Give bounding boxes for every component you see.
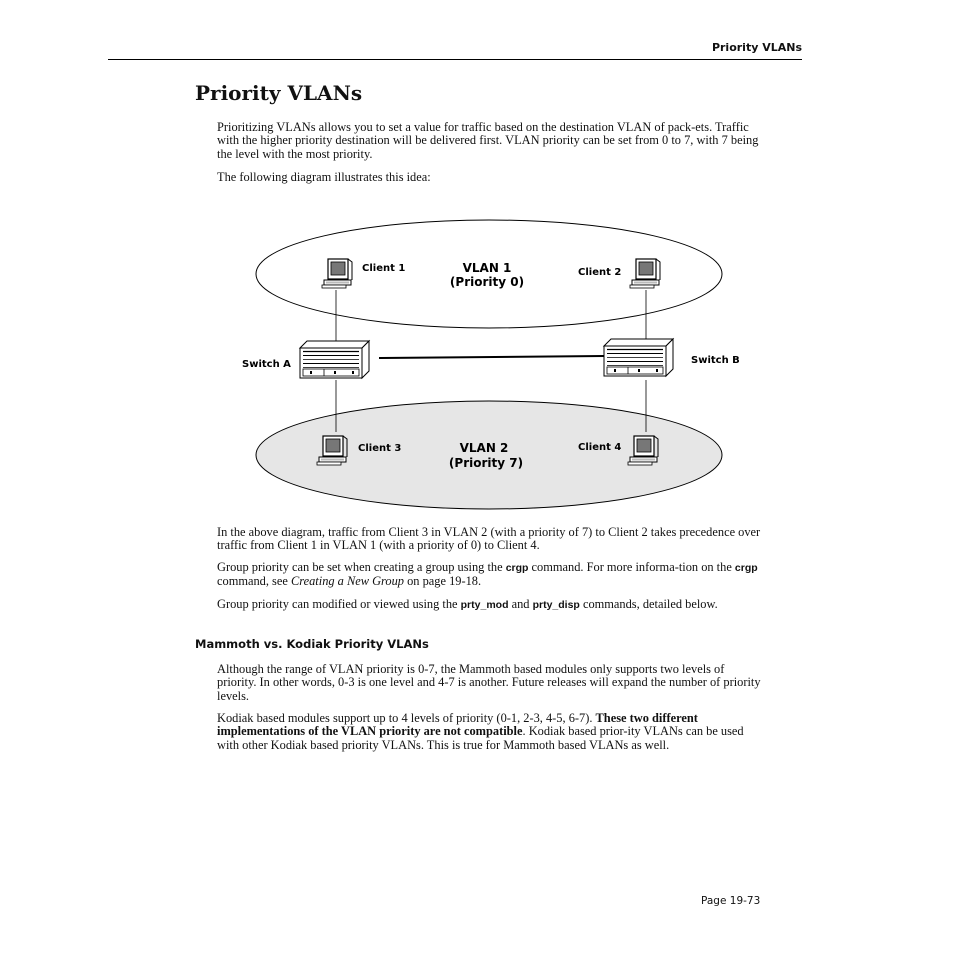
vlan1-priority: (Priority 0) [449, 275, 525, 289]
switch-a-icon [300, 341, 369, 378]
client4-label: Client 4 [578, 442, 622, 453]
vlan2-priority: (Priority 7) [448, 456, 524, 470]
client1-label: Client 1 [362, 263, 406, 274]
crgp-command: crgp [505, 562, 529, 574]
explain-paragraph: In the above diagram, traffic from Client 3 in VLAN 2 (with a priority of 7) to Client 2 takes precedence over traffic from Client 1 in VLAN 1 (with a priority of 0) to Client 4. [217, 525, 761, 553]
prty-commands-paragraph: Group priority can modified or viewed using the prty_mod and prty_disp commands, detailed below. [217, 597, 718, 611]
vlan2-name: VLAN 2 [459, 441, 509, 455]
cross-reference[interactable]: Creating a New Group [290, 574, 404, 589]
page-number: Page 19-73 [701, 895, 761, 907]
switch-b-icon [604, 339, 673, 376]
client3-label: Client 3 [358, 443, 402, 454]
prty-disp-command: prty_disp [532, 599, 580, 611]
mammoth-paragraph: Although the range of VLAN priority is 0-7, the Mammoth based modules only supports two levels of priority. In other words, 0-3 is one level and 4-7 is another. Future releases will expand the number of priority levels. [217, 662, 761, 703]
compatibility-warning: These two different implementations of the VLAN priority are not compatible [217, 711, 698, 739]
switch-a-label: Switch A [242, 359, 291, 370]
diagram-intro-paragraph: The following diagram illustrates this idea: [217, 170, 431, 184]
crgp-command: crgp [734, 562, 758, 574]
switch-b-label: Switch B [691, 355, 740, 366]
page-title: Priority VLANs [195, 81, 363, 105]
kodiak-paragraph: Kodiak based modules support up to 4 levels of priority (0-1, 2-3, 4-5, 6-7). These two different implementations of the VLAN priority are not compatible. Kodiak based prior-ity VLANs can be used with other Kodiak based priority VLANs. This is true for Mammoth based VLANs as well. [217, 711, 744, 752]
crgp-paragraph: Group priority can be set when creating a group using the crgp command. For more informa-tion on the crgp command, see Creating a New Group on page 19-18. [217, 560, 758, 589]
section-heading: Mammoth vs. Kodiak Priority VLANs [195, 637, 429, 651]
trunk-link [379, 356, 604, 358]
prty-mod-command: prty_mod [460, 599, 509, 611]
vlan1-name: VLAN 1 [462, 261, 512, 275]
running-head: Priority VLANs [711, 41, 802, 54]
client2-label: Client 2 [578, 267, 622, 278]
intro-paragraph: Prioritizing VLANs allows you to set a value for traffic based on the destination VLAN of pack-ets. Traffic with the higher priority destination will be delivered first. VLAN priority can be set from 0 to 7, with 7 being the level with the most priority. [217, 120, 759, 161]
